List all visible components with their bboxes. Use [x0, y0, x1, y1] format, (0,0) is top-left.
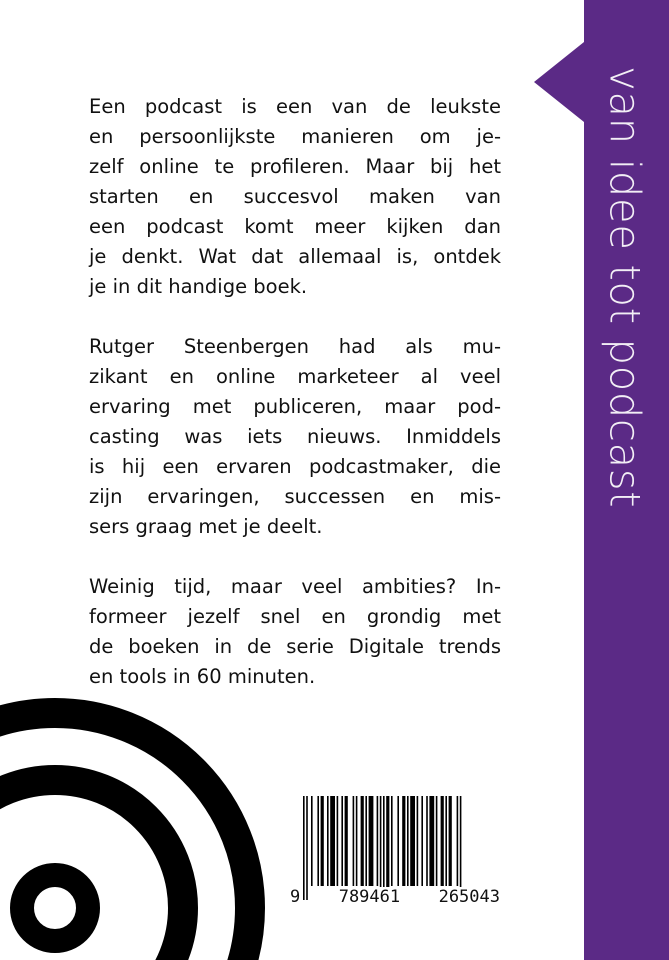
- blurb-line: je denkt. Wat dat allemaal is, ontdek: [89, 245, 501, 268]
- blurb-line: starten en succesvol maken van: [89, 185, 501, 208]
- isbn-digit-group: 9: [290, 887, 301, 907]
- blurb-line: de boeken in de serie Digitale trends: [89, 635, 501, 658]
- blurb-paragraph-1: [89, 92, 501, 302]
- blurb-text: [89, 92, 501, 722]
- spine-title: van idee tot podcast: [600, 66, 650, 509]
- barcode-bar: [383, 796, 385, 900]
- blurb-line: sers graag met je deelt.: [89, 515, 323, 538]
- isbn-digits: [289, 886, 501, 908]
- blurb-line: casting was iets nieuws. Inmiddels: [89, 425, 501, 448]
- barcode-bar: [311, 796, 313, 886]
- barcode-bar: [457, 796, 459, 886]
- barcode-bar: [353, 796, 355, 886]
- barcode-bar: [361, 796, 364, 886]
- barcode-bar: [421, 796, 423, 886]
- concentric-circles-graphic: [0, 690, 280, 960]
- barcode-bar: [345, 796, 348, 886]
- barcode-bar: [386, 796, 389, 900]
- barcode-bar: [330, 796, 335, 886]
- barcode-bar: [426, 796, 428, 886]
- isbn-digit-group: 265043: [438, 887, 500, 907]
- barcode-bar: [410, 796, 415, 886]
- barcode-bar: [337, 796, 339, 886]
- barcode-bar: [327, 796, 329, 886]
- spine-notch-arrow: [534, 42, 584, 122]
- barcode-bar: [441, 796, 444, 886]
- barcode-bar: [356, 796, 358, 886]
- barcode-bar: [445, 796, 447, 886]
- barcode-bar: [303, 796, 305, 900]
- blurb-line: Weinig tijd, maar veel ambities? In-: [89, 575, 501, 598]
- blurb-line: zikant en online marketeer al veel: [89, 365, 501, 388]
- barcode-bar: [341, 796, 343, 886]
- barcode-bar: [306, 796, 308, 900]
- blurb-line: een podcast komt meer kijken dan: [89, 215, 501, 238]
- blurb-line: zelf online te profileren. Maar bij het: [89, 155, 501, 178]
- blurb-line: zijn ervaringen, successen en mis-: [89, 485, 501, 508]
- barcode-bar: [321, 796, 324, 886]
- blurb-line: is hij een ervaren podcastmaker, die: [89, 455, 501, 478]
- barcode-bar: [429, 796, 434, 886]
- isbn-digit-group: 789461: [338, 887, 401, 907]
- barcode-bar: [369, 796, 374, 886]
- barcode-bar: [460, 796, 462, 900]
- barcode-bar: [402, 796, 405, 886]
- blurb-line: Een podcast is een van de leukste: [89, 95, 501, 118]
- barcode-bar: [377, 796, 379, 886]
- barcode-bar: [380, 796, 382, 900]
- barcode-bar: [317, 796, 319, 886]
- blurb-line: je in dit handige boek.: [89, 275, 308, 298]
- blurb-line: Rutger Steenbergen had als mu-: [89, 335, 501, 358]
- blurb-line: en persoonlijkste manieren om je-: [89, 125, 501, 148]
- barcode-bar: [365, 796, 367, 886]
- blurb-line: en tools in 60 minuten.: [89, 665, 316, 688]
- blurb-paragraph-3: [89, 572, 501, 692]
- barcode-bar: [391, 796, 393, 886]
- barcode-bar: [449, 796, 452, 886]
- blurb-line: ervaring met publiceren, maar pod-: [89, 395, 501, 418]
- barcode-bar: [397, 796, 399, 886]
- barcode-bar: [407, 796, 409, 886]
- blurb-line: formeer jezelf snel en grondig met: [89, 605, 501, 628]
- blurb-paragraph-2: [89, 332, 501, 542]
- barcode-bar: [417, 796, 419, 886]
- barcode-bar: [436, 796, 438, 886]
